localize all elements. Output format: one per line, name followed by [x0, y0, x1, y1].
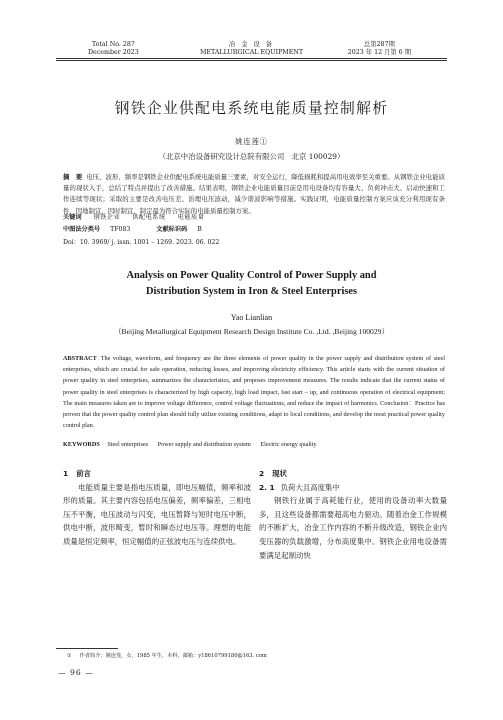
article-title-cn: 钢铁企业供配电系统电能质量控制解析 [114, 100, 389, 117]
abstract-cn-label: 摘 要 [63, 173, 83, 181]
keywords-cn [63, 212, 214, 221]
keywords-en-label: KEYWORDS [63, 441, 100, 448]
subsection-number: 2. 1 [259, 482, 275, 492]
section-title: 现状 [272, 469, 287, 478]
clc-value: TF083 [110, 226, 131, 233]
classification-row [63, 224, 202, 233]
header-rule-bottom [56, 60, 447, 61]
section-number: 2 [259, 469, 265, 478]
article-title-en [0, 268, 503, 300]
body-column-right [259, 467, 447, 562]
header-journal-name [0, 41, 503, 57]
header-date-cn: 2023 年 12 月第 6 期 [347, 49, 411, 56]
doi: Doi：10. 3969/ j. issn. 1001 – 1269. 2023. 06. 022 [63, 239, 220, 246]
keyword-en: Electric energy quality [260, 441, 317, 448]
section-heading [63, 467, 251, 481]
keyword-en: Steel enterprises [107, 441, 149, 448]
article-title-en-line2: Distribution System in Iron & Steel Enterprises [145, 286, 358, 297]
header-journal-en: METALLURGICAL EQUIPMENT [199, 49, 304, 56]
header-issue-cn [348, 41, 411, 57]
keyword-cn: 钢铁企业 [93, 214, 121, 221]
body-paragraph: 钢铁行业属于高耗能行业，使用的设备动率大数量多，且这些设备都需要超高电力驱动。随着冶金工作规模的不断扩大，冶金工作内容的不断升级改造，钢铁企业内变压器的负载激增，分布高度集中。钢铁企业用电设备需要满足起制动快 [259, 496, 447, 560]
section-number: 1 [63, 469, 69, 478]
subsection-title: 负荷大且高度集中 [280, 482, 340, 492]
affiliation-en: （Beijing Metallurgical Equipment Research Design Institute Co. ,Ltd. ,Beijing 100029） [113, 327, 390, 336]
body-column-left [63, 467, 251, 549]
header-total-no: Total No. 287 [91, 41, 135, 48]
header-date-en: December 2023 [88, 49, 139, 56]
abstract-cn [63, 172, 445, 217]
article-title-en-line1: Analysis on Power Quality Control of Power Supply and [126, 270, 377, 281]
footnote-mark: ① [67, 653, 72, 659]
clc-label: 中图法分类号 [63, 226, 101, 233]
footnote-text: 作者简介：姚连莲，女，1985 年生，本科，邮箱：y18610799180@163. com [79, 653, 267, 659]
header-total-no-cn: 总第287期 [363, 41, 395, 48]
subsection-heading [259, 481, 447, 495]
keyword-en: Power supply and distribution system [157, 441, 251, 448]
doc-code-value: B [197, 226, 202, 233]
footnote-rule [56, 648, 118, 649]
header-journal-cn: 冶 金 设 备 [228, 41, 275, 48]
abstract-en [63, 353, 445, 431]
keywords-cn-label: 关键词 [63, 214, 82, 221]
page-number: — 96 — [58, 668, 94, 677]
footnote [67, 652, 267, 659]
header-rule-top [56, 58, 447, 59]
body-paragraph: 电能质量主要是指电压质量，即电压幅值，频率和波形的质量。其主要内容包括电压偏差，频率偏差，三相电压不平衡，电压波动与闪变，电压暂降与短时电压中断，供电中断，波形畸变，暂时和瞬态过电压等。理想的电能质量是恒定频率，恒定幅值的正弦波电压与连续供电。 [63, 482, 251, 546]
abstract-en-text: The voltage, waveform, and frequency are the three elements of power quality in the power supply and distribution system of steel enterprises, which are crucial for safe operation, reducing losses, and improving electricity efficiency. This article starts with the current situation of power quality in steel enterprises, summarizes the characteristics, and proposes improvement measures. The results indicate that the current status of power quality in steel enterprises is characterized by high capacity, high load impact, fast start – up, and continuous operation of electrical equipment; The main measures taken are to improve voltage difference, control voltage fluctuations, and reduce the impact of harmonics. Conclusion：Practice has proven that the power quality control plan should fully utilize existing conditions, adapt to local conditions, and develop the most practical power quality control plan. [63, 355, 445, 430]
abstract-en-label: ABSTRACT [63, 355, 97, 362]
author-cn: 姚连莲① [235, 137, 268, 146]
keyword-cn: 电能质量 [177, 214, 205, 221]
section-heading [259, 467, 447, 481]
author-en: Yao Lianlian [230, 313, 273, 322]
affiliation-cn: （北京中冶设备研究设计总院有限公司 北京 100029） [158, 152, 345, 161]
section-title: 前言 [76, 469, 91, 478]
keyword-cn: 供配电系统 [132, 214, 166, 221]
doc-code-label: 文献标识码 [156, 226, 188, 233]
keywords-en [63, 441, 325, 448]
abstract-cn-text: 电压、波形、频率是钢铁企业供配电系统电能质量三要素，对安全运行，降低损耗和提高用电效率至关重要。从钢铁企业电能质量的现状入手，总结了特点并提出了改善措施。结果表明，钢铁企业电能质量目前是用电设备均有容量大、负荷冲击大、启动快速和工作连续等现状；采取的主要是改善电压差、治理电压波动，减少谐波影响等措施。实践证明，电能质量控制方案应该充分利用现有条件，因地制宜，因时制宜，制定最为符合实际的电能质量控制方案。 [63, 173, 446, 215]
